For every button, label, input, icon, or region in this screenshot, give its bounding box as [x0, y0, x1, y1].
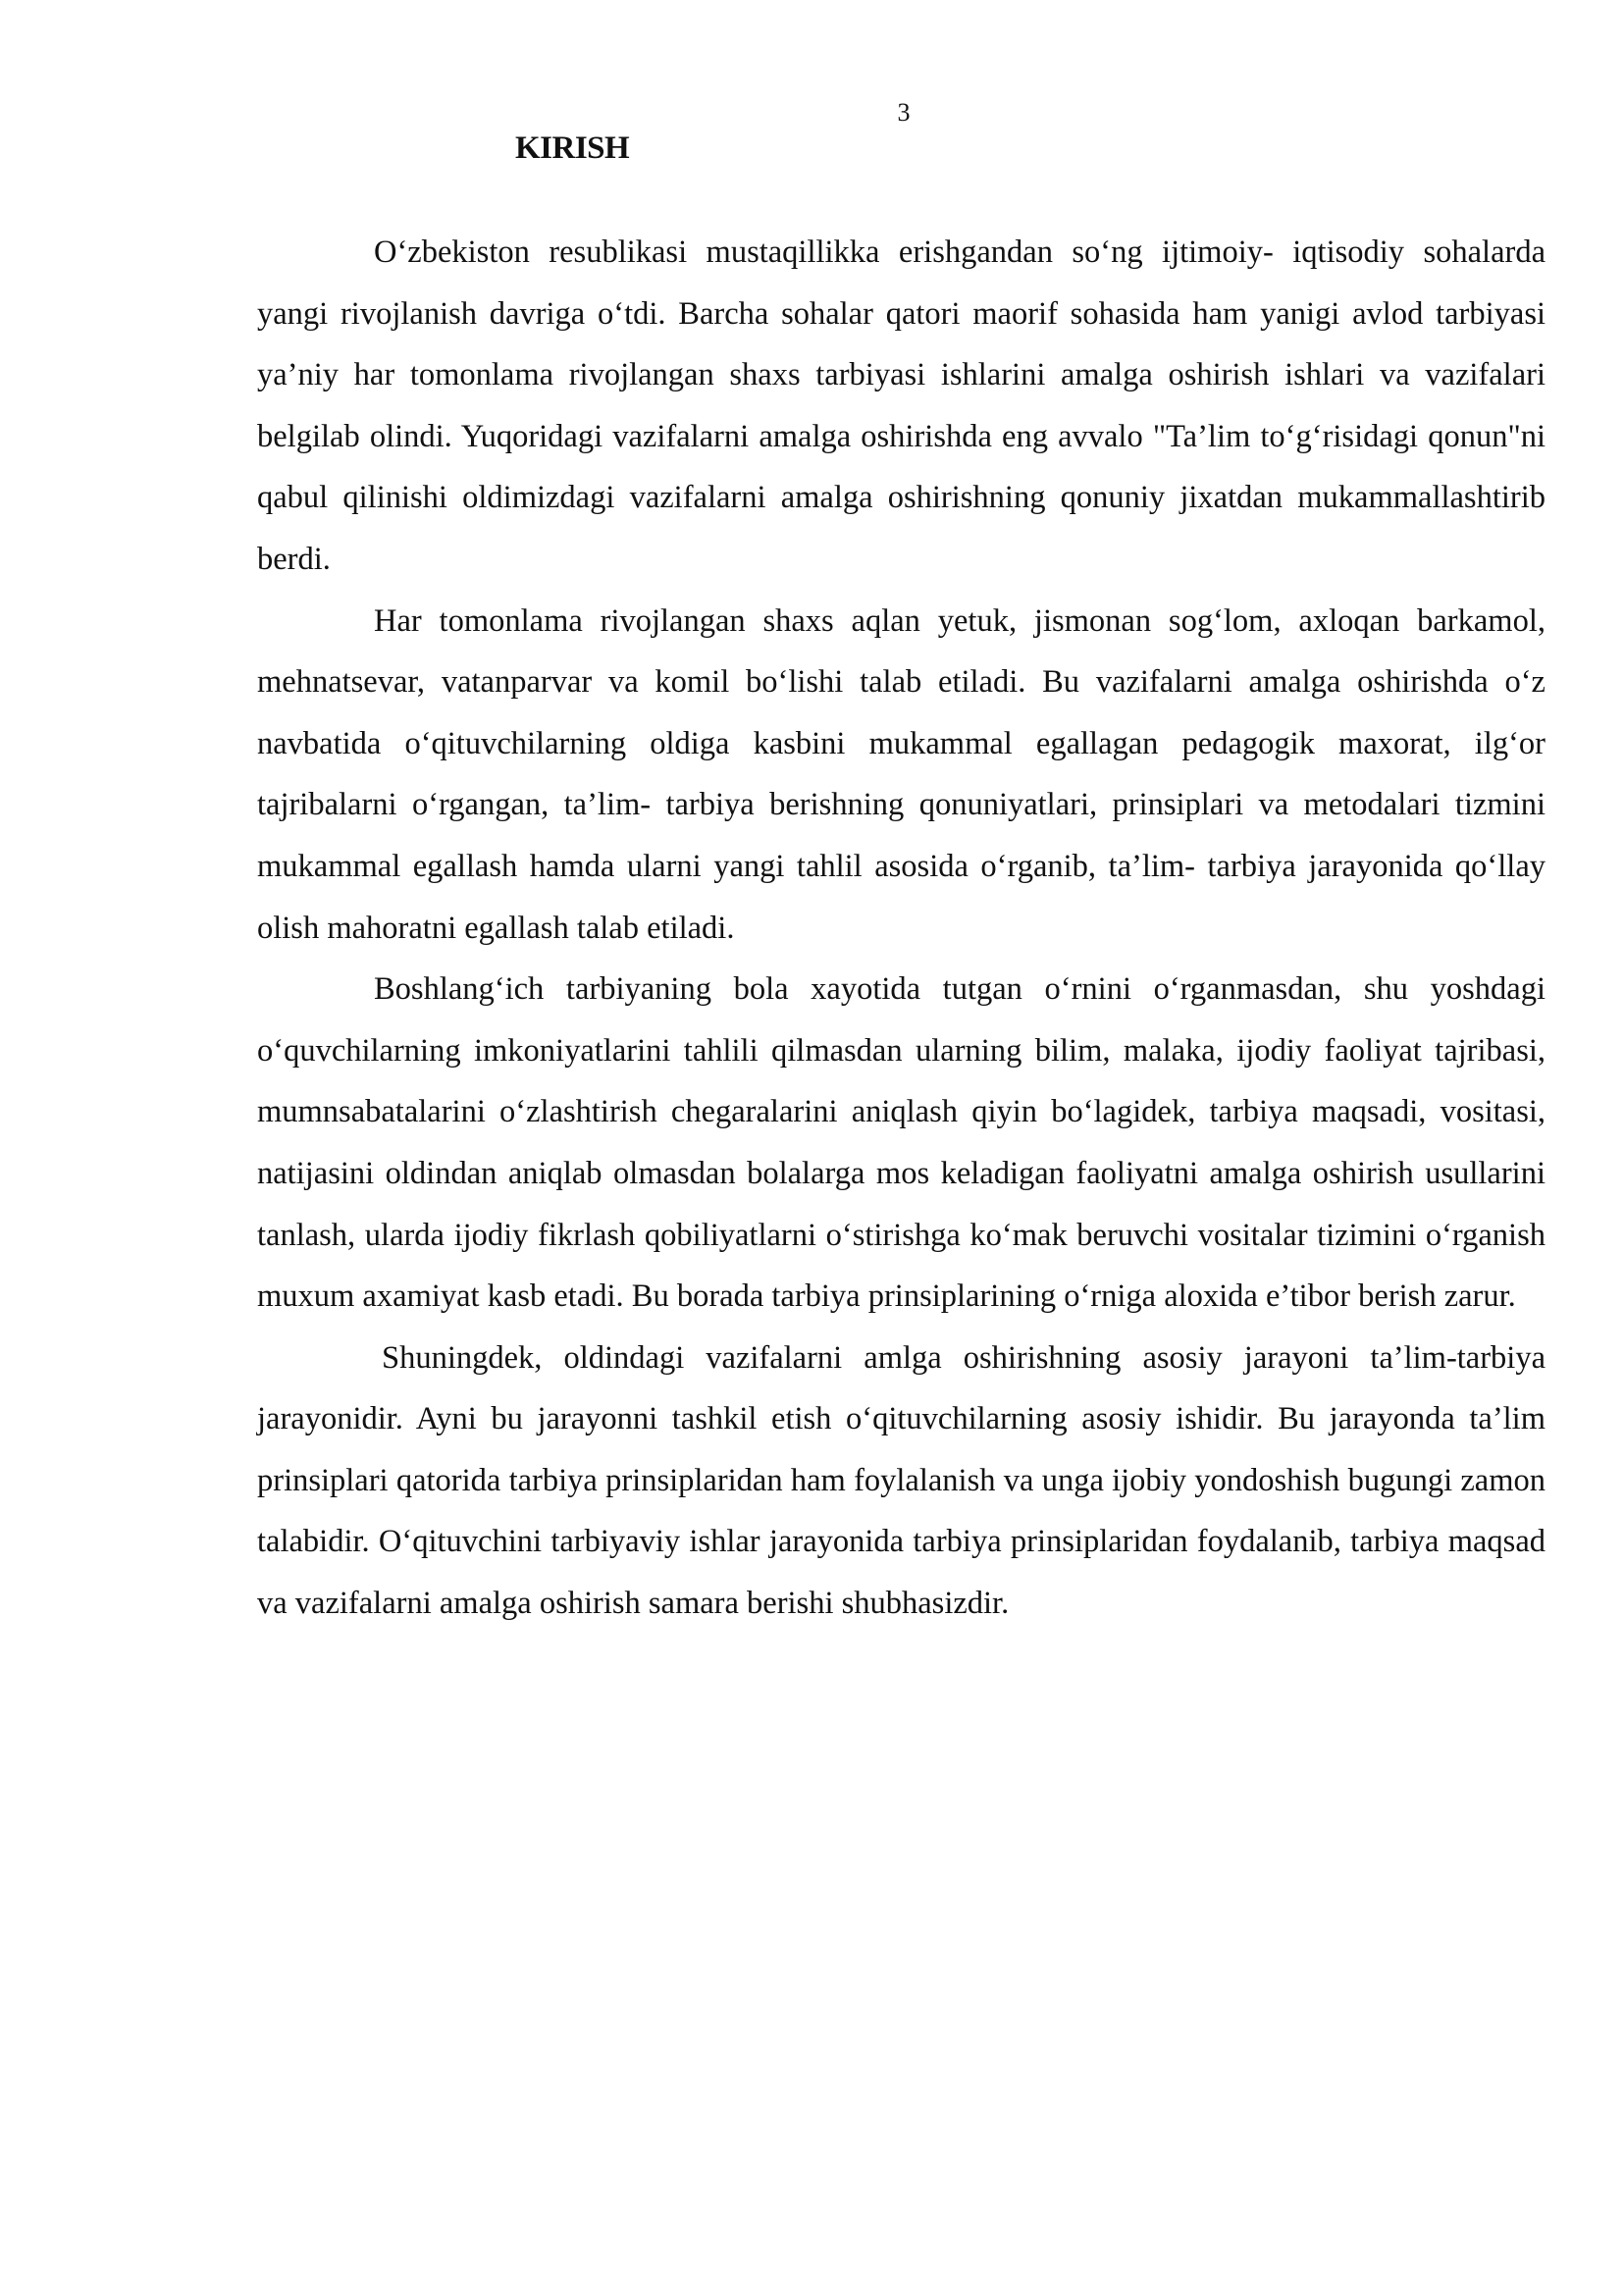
- page-number: 3: [897, 98, 911, 127]
- paragraph: Shuningdek, oldindagi vazifalarni amlga oshirishning asosiy jarayoni ta’lim-tarbiya jarayonidir. Ayni bu jarayonni tashkil etish o‘qituvchilarning asosiy ishidir. Bu jarayonda ta’lim prinsiplari qatorida tarbiya prinsiplaridan ham foylalanish va unga ijobiy yondoshish bugungi zamon talabidir. O‘qituvchini tarbiyaviy ishlar jarayonida tarbiya prinsiplaridan foydalanib, tarbiya maqsad va vazifalarni amalga oshirish samara berishi shubhasizdir.: [257, 1339, 1545, 1622]
- paragraph: Boshlang‘ich tarbiyaning bola xayotida tutgan o‘rnini o‘rganmasdan, shu yoshdagi o‘quvchilarning imkoniyatlarini tahlili qilmasdan ularning bilim, malaka, ijodiy faoliyat tajribasi, mumnsabatalarini o‘zlashtirish chegaralarini aniqlash qiyin bo‘lagidek, tarbiya maqsadi, vositasi, natijasini oldindan aniqlab olmasdan bolalarga mos keladigan faoliyatni amalga oshirish usullarini tanlash, ularda ijodiy fikrlash qobiliyatlarni o‘stirishga ko‘mak beruvchi vositalar tizimini o‘rganish muxum axamiyat kasb etadi. Bu borada tarbiya prinsiplarining o‘rniga aloxida e’tibor berish zarur.: [257, 971, 1545, 1315]
- paragraph: O‘zbekiston resublikasi mustaqillikka erishgandan so‘ng ijtimoiy- iqtisodiy sohalarda yangi rivojlanish davriga o‘tdi. Barcha sohalar qatori maorif sohasida ham yanigi avlod tarbiyasi ya’niy har tomonlama rivojlangan shaxs tarbiyasi ishlarini amalga oshirish ishlari va vazifalari belgilab olindi. Yuqoridagi vazifalarni amalga oshirishda eng avvalo "Ta’lim to‘g‘risidagi qonun"ni qabul qilinishi oldimizdagi vazifalarni amalga oshirishning qonuniy jixatdan mukammallashtirib berdi.: [257, 235, 1545, 577]
- document-body: [257, 222, 1545, 1635]
- paragraph: Har tomonlama rivojlangan shaxs aqlan yetuk, jismonan sog‘lom, axloqan barkamol, mehnatsevar, vatanparvar va komil bo‘lishi talab etiladi. Bu vazifalarni amalga oshirishda o‘z navbatida o‘qituvchilarning oldiga kasbini mukammal egallagan pedagogik maxorat, ilg‘or tajribalarni o‘rgangan, ta’lim- tarbiya berishning qonuniyatlari, prinsiplari va metodalari tizmini mukammal egallash hamda ularni yangi tahlil asosida o‘rganib, ta’lim- tarbiya jarayonida qo‘llay olish mahoratni egallash talab etiladi.: [257, 602, 1545, 946]
- page-title: KIRISH: [515, 130, 630, 166]
